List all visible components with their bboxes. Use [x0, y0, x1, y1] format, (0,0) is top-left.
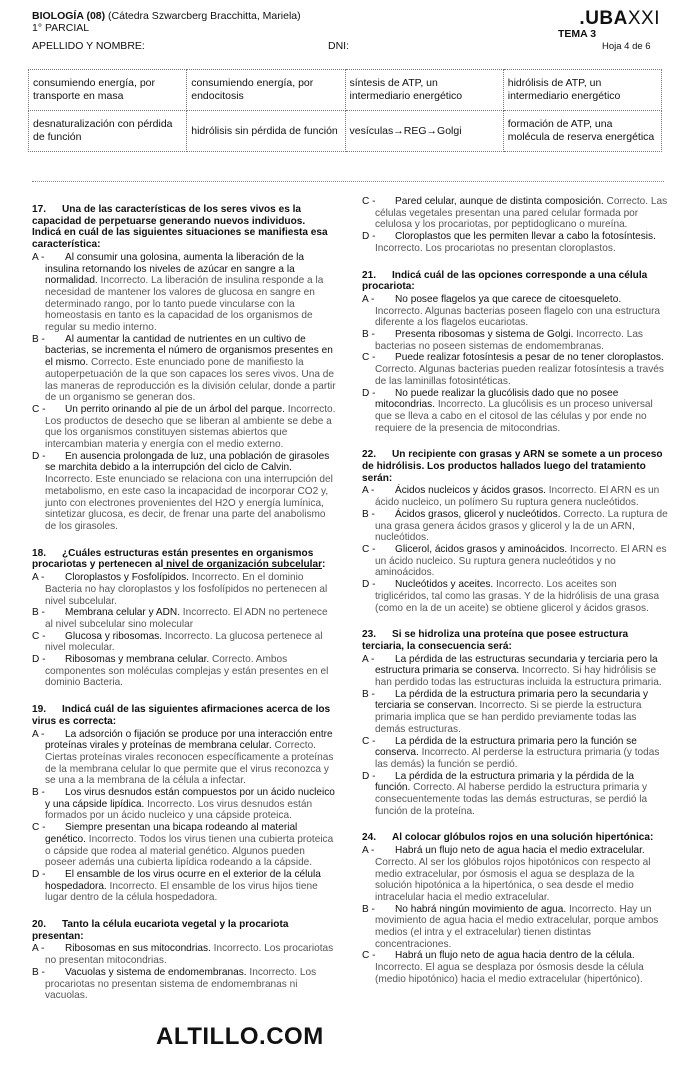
question-number: 20. — [32, 919, 47, 931]
answer-option — [32, 607, 337, 630]
option-letter: C - — [32, 403, 46, 415]
question-number: 22. — [362, 449, 377, 461]
option-text: Habrá un flujo neto de agua hacia el medio extracelular. — [395, 845, 645, 857]
answer-option — [32, 787, 337, 822]
answer-option — [32, 822, 337, 869]
question-block — [32, 704, 337, 904]
option-text: Cloroplastos que les permiten llevar a cabo la fotosíntesis. — [395, 231, 656, 243]
option-explanation: Incorrecto. Las bacterias no poseen sistemas de endomembranas. — [375, 329, 643, 352]
option-text: Nucleótidos y aceites. — [395, 579, 494, 591]
course-name: BIOLOGÍA (08) — [32, 10, 106, 22]
option-letter: A - — [32, 251, 45, 263]
answer-option — [32, 729, 337, 788]
question-block — [362, 629, 668, 817]
option-text: Presenta ribosomas y sistema de Golgi. — [395, 329, 574, 341]
answer-option — [362, 579, 668, 614]
option-text: La pérdida de la estructura primaria pero la secundaria y terciaria se conservan. — [375, 688, 649, 712]
answer-option — [362, 654, 668, 689]
table-cell: síntesis de ATP, un intermediario energético — [345, 70, 503, 111]
answer-option — [32, 451, 337, 533]
option-text: Pared celular, aunque de distinta composición. — [395, 196, 604, 207]
answer-option — [32, 967, 337, 1002]
question-text — [32, 919, 337, 942]
question-block — [32, 919, 337, 1002]
option-explanation: Incorrecto. El ensamble de los virus hijos tiene lugar dentro de la célula hospedadora. — [45, 880, 318, 904]
answer-option — [32, 943, 337, 966]
option-explanation: Correcto. Ambos componentes son moléculas complejas y están presentes en el dominio Bacteria. — [45, 654, 329, 689]
option-explanation: Incorrecto. Los aceites son triglicéridos, tal como las grasas. Y de la hidrólisis de una grasa (como en la de un aceite) se obtiene glicerol y ácidos grasos. — [375, 579, 660, 614]
option-letter: A - — [32, 943, 45, 955]
question-text — [362, 270, 668, 293]
option-letter: B - — [32, 333, 45, 345]
question-number: 23. — [362, 629, 377, 641]
tema-label: TEMA 3 — [558, 28, 597, 40]
option-text: Ácidos nucleicos y ácidos grasos. — [395, 485, 546, 497]
answer-option — [362, 689, 668, 736]
option-explanation: Incorrecto. Los virus desnudos están formados por un ácido nucleico y una cápside proteica. — [45, 798, 313, 822]
question-number: 17. — [32, 204, 47, 215]
question-number: 24. — [362, 832, 377, 844]
option-text: Glicerol, ácidos grasos y aminoácidos. — [395, 543, 568, 555]
question-text — [362, 449, 668, 484]
right-column — [362, 196, 668, 1001]
answer-table — [28, 69, 662, 152]
option-text: En ausencia prolongada de luz, una población de girasoles se marchita debido a la interrupción del ciclo de Calvin. — [45, 450, 330, 474]
option-letter: C - — [362, 543, 376, 555]
answer-option — [32, 572, 337, 607]
option-letter: C - — [362, 735, 376, 747]
option-letter: D - — [32, 654, 46, 666]
question-stem-end: : — [322, 559, 326, 571]
option-letter: C - — [362, 352, 376, 364]
table-cell: desnaturalización con pérdida de función — [29, 111, 187, 152]
option-text: Vacuolas y sistema de endomembranas. — [65, 966, 247, 978]
question-number: 19. — [32, 704, 47, 716]
answer-option — [362, 736, 668, 771]
option-text: No habrá ningún movimiento de agua. — [395, 903, 567, 915]
option-letter: B - — [362, 903, 375, 915]
question-stem: Al colocar glóbulos rojos en una solución hipertónica: — [392, 832, 654, 844]
answer-option — [362, 352, 668, 387]
option-explanation: Incorrecto. El agua se desplaza por ósmosis desde la célula (medio hipotónico) hacia el medio extracelular (hipertónico). — [375, 962, 644, 985]
table-cell: hidrólisis de ATP, un intermediario energético — [503, 70, 661, 111]
question-number: 21. — [362, 269, 377, 281]
table-cell: vesículas→REG→Golgi — [345, 111, 503, 152]
question-block — [362, 196, 668, 255]
option-explanation: Incorrecto. Todos los virus tienen una cubierta proteica o cápside que rodea al material genético. Algunos pueden poseer además una cubierta lipídica rodeando a la cápside. — [45, 833, 334, 869]
option-letter: C - — [362, 950, 376, 962]
option-text: La pérdida de las estructuras secundaria y terciaria pero la estructura primaria se conserva. — [375, 653, 658, 677]
name-field-label: APELLIDO Y NOMBRE: — [32, 40, 145, 52]
option-letter: B - — [32, 607, 45, 619]
table-cell: consumiendo energía, por endocitosis — [187, 70, 345, 111]
option-explanation: Incorrecto. Los procariotas no presentan mitocondrias. — [45, 943, 334, 967]
table-cell: hidrólisis sin pérdida de función — [187, 111, 345, 152]
option-letter: A - — [362, 293, 375, 305]
option-letter: B - — [32, 966, 45, 978]
option-explanation: Correcto. La ruptura de una grasa genera ácidos grasos y glicerol y la de un ARN, nucleótidos. — [375, 508, 668, 544]
option-letter: A - — [32, 572, 45, 584]
option-explanation: Incorrecto. El ADN no pertenece al nivel subcelular sino molecular — [45, 607, 328, 630]
option-text: Ácidos grasos, glicerol y nucleótidos. — [395, 508, 561, 520]
option-letter: B - — [362, 508, 375, 520]
question-text — [32, 548, 337, 571]
table-cell: formación de ATP, una molécula de reserva energética — [503, 111, 661, 152]
option-text: Puede realizar fotosíntesis a pesar de no tener cloroplastos. — [395, 352, 664, 364]
option-letter: D - — [362, 770, 376, 782]
option-text: El ensamble de los virus ocurre en el exterior de la célula hospedadora. — [45, 868, 321, 892]
option-letter: B - — [362, 329, 375, 341]
exam-label: 1° PARCIAL — [32, 22, 90, 34]
option-text: Habrá un flujo neto de agua hacia dentro de la célula. — [395, 950, 635, 962]
option-letter: D - — [362, 231, 376, 243]
answer-option — [362, 294, 668, 329]
option-text: La pérdida de la estructura primaria y la pérdida de la función. — [375, 770, 635, 794]
question-stem: Tanto la célula eucariota vegetal y la procariota presentan: — [32, 919, 289, 942]
option-letter: D - — [362, 387, 376, 399]
uba-logo: .UBAXXI — [579, 8, 660, 29]
option-explanation: Incorrecto. El ARN es un ácido nucleico. Su ruptura genera nucleótidos y no aminoácidos. — [375, 543, 667, 579]
question-text — [32, 704, 337, 727]
option-explanation: Incorrecto. Si hay hidrólisis se han perdido todas las estructuras incluida la estructura primaria. — [375, 665, 662, 689]
answer-option — [32, 654, 337, 689]
page-number: Hoja 4 de 6 — [602, 41, 651, 52]
answer-option — [32, 252, 337, 334]
option-explanation: Correcto. Al ser los glóbulos rojos hipotónicos con respecto al medio extracelular, por ósmosis el agua se desplaza de la solución hipotónica a la hipertónica, o sea desde el medio intracelular hacia el medio extracelular. — [375, 856, 651, 903]
option-explanation: Incorrecto. Los productos de desecho que se liberan al ambiente se debe a que los organismos constituyen sistemas abiertos que intercambian materia y energía con el medio externo. — [45, 403, 336, 451]
option-text: Cloroplastos y Fosfolípidos. — [65, 572, 189, 584]
option-explanation: Incorrecto. Este enunciado se relaciona con una interrupción del metabolismo, en este caso la incapacidad de incorporar CO2 y, junto con electrones provenientes del H2O y energía lumínica, sintetizar glucosa, es decir, de frenar una parte del anabolismo de los girasoles. — [45, 474, 333, 532]
answer-option — [362, 544, 668, 579]
option-explanation: Correcto. Ciertas proteínas virales reconocen específicamente a proteínas de la membrana celular lo que permite que el virus reconozca y se una a la membrana de la célula a infectar. — [45, 740, 334, 787]
option-text: Los virus desnudos están compuestos por un ácido nucleico y una cápside lipídica. — [45, 787, 335, 810]
table-cell: consumiendo energía, por transporte en masa — [29, 70, 187, 111]
answer-option — [362, 509, 668, 544]
question-text — [362, 629, 668, 652]
option-letter: B - — [362, 688, 375, 700]
option-letter: A - — [362, 653, 375, 665]
option-letter: A - — [362, 845, 375, 857]
question-stem-underlined: nivel de organización subcelular — [163, 559, 323, 571]
option-explanation: Incorrecto. Algunas bacterias poseen flagelo con una estructura diferente a los flagelos eucariotas. — [375, 305, 661, 329]
question-stem: ¿Cuáles estructuras están presentes en organismos procariotas y pertenecen al — [32, 547, 314, 571]
option-text: Membrana celular y ADN. — [65, 607, 180, 619]
question-text — [362, 832, 668, 844]
option-text: La pérdida de la estructura primaria pero la función se conserva. — [375, 735, 637, 759]
option-text: No puede realizar la glucólisis dado que no posee mitocondrias. — [375, 387, 619, 411]
question-block — [362, 832, 668, 985]
option-explanation: Incorrecto. La liberación de insulina responde a la necesidad de mantener los valores de glucosa en sangre en determinado rango, por lo tanto puede vincularse con la homeostasis en tanto es la capacidad de los organismos de regular su medio interno. — [45, 275, 324, 334]
answer-option — [362, 904, 668, 951]
option-explanation: Correcto. Las células vegetales presentan una pared celular formada por celulosa y los procariotas, por peptidoglicano o mureína. — [375, 196, 668, 231]
question-block — [362, 449, 668, 614]
option-letter: C - — [362, 196, 376, 207]
answer-option — [32, 869, 337, 904]
option-letter: C - — [32, 822, 46, 834]
option-letter: A - — [362, 485, 375, 497]
option-text: Al aumentar la cantidad de nutrientes en un cultivo de bacterias, se incrementa el número de organismos presentes en el mismo. — [45, 333, 333, 369]
dni-field-label: DNI: — [328, 40, 349, 52]
option-letter: D - — [362, 579, 376, 591]
question-stem: Una de las características de los seres vivos es la capacidad de perpetuarse generando nuevos individuos. Indicá en cuál de las siguientes situaciones se manifiesta esa característica: — [32, 204, 328, 251]
question-stem: Si se hidroliza una proteína que posee estructura terciaria, la consecuencia será: — [362, 629, 629, 652]
answer-option — [362, 950, 668, 985]
answer-option — [362, 771, 668, 818]
question-stem: Un recipiente con grasas y ARN se somete a un proceso de hidrólisis. Los productos hallados luego del tratamiento serán: — [362, 449, 663, 484]
option-explanation: Incorrecto. Hay un movimiento de agua hacia el medio extracelular, porque ambos medios (el intra y el extracelular) tienen distintas concentraciones. — [375, 903, 659, 950]
question-text — [32, 204, 337, 251]
option-text: Un perrito orinando al pie de un árbol del parque. — [65, 403, 285, 415]
answer-option — [32, 631, 337, 654]
option-explanation: Incorrecto. Los procariotas no presentan sistema de endomembranas ni vacuolas. — [45, 966, 317, 1002]
option-letter: D - — [32, 868, 46, 880]
answer-option — [362, 845, 668, 904]
option-letter: A - — [32, 728, 45, 740]
option-letter: B - — [32, 787, 45, 799]
answer-option — [32, 404, 337, 451]
option-explanation: Incorrecto. La glucólisis es un proceso universal que se lleva a cabo en el citosol de las células y por ende no requiere de la presencia de mitocondrias. — [375, 399, 653, 434]
option-text: Al consumir una golosina, aumenta la liberación de la insulina retornando los niveles de azúcar en sangre a la normalidad. — [45, 251, 305, 287]
option-explanation: Incorrecto. La glucosa pertenece al nivel molecular. — [45, 630, 323, 654]
table-row — [29, 111, 662, 152]
question-stem: Indicá cuál de las siguientes afirmaciones acerca de los virus es correcta: — [32, 704, 331, 727]
option-explanation: Correcto. Al haberse perdido la estructura primaria y consecuentemente todas las demás estructuras, se perdió la función de la proteína. — [375, 782, 648, 817]
option-text: Ribosomas en sus mitocondrias. — [65, 943, 211, 955]
answer-option — [362, 329, 668, 352]
course-chair: (Cátedra Szwarcberg Bracchitta, Mariela) — [105, 10, 301, 22]
question-block — [32, 548, 337, 689]
answer-option — [32, 334, 337, 404]
header-course — [32, 10, 301, 34]
option-letter: C - — [32, 630, 46, 642]
option-text: No posee flagelos ya que carece de citoesqueleto. — [395, 293, 622, 305]
option-explanation: Incorrecto. El ARN es un ácido nucleico, un polímero Su ruptura genera nucleótidos. — [375, 485, 660, 509]
option-explanation: Correcto. Este enunciado pone de manifiesto la autoperpetuación de la que son capaces los seres vivos. Una de las maneras de reproducción es la división celular, donde a partir de un organismo se generan dos. — [45, 357, 336, 404]
table-row — [29, 70, 662, 111]
option-text: Glucosa y ribosomas. — [65, 630, 163, 642]
question-block — [32, 204, 337, 533]
question-stem: Indicá cuál de las opciones corresponde a una célula procariota: — [362, 269, 648, 293]
option-text: La adsorción o fijación se produce por una interacción entre proteínas virales y proteínas de membrana celular. — [45, 728, 333, 752]
question-number: 18. — [32, 547, 47, 559]
answer-option — [362, 196, 668, 231]
question-block — [362, 270, 668, 435]
left-column — [32, 204, 337, 1017]
option-explanation: Incorrecto. Al perderse la estructura primaria (y todas las demás) la función se perdió. — [375, 747, 660, 770]
option-explanation: Incorrecto. Los procariotas no presentan cloroplastos. — [375, 242, 616, 254]
answer-option — [362, 231, 668, 254]
option-explanation: Incorrecto. Si se pierde la estructura primaria implica que se han perdido previamente todas las demás estructuras. — [375, 700, 642, 735]
option-explanation: Incorrecto. En el dominio Bacteria no hay cloroplastos y los fosfolípidos no pertenecen al nivel subcelular. — [45, 572, 328, 607]
option-explanation: Correcto. Algunas bacterias pueden realizar fotosíntesis a través de las laminillas fotosintéticas. — [375, 364, 664, 387]
answer-option — [362, 388, 668, 435]
option-letter: D - — [32, 450, 46, 462]
footer-watermark: ALTILLO.COM — [156, 1023, 324, 1050]
option-text: Siempre presentan una bicapa rodeando al material genético. — [45, 822, 298, 845]
option-text: Ribosomas y membrana celular. — [65, 654, 210, 666]
dotted-divider — [32, 181, 664, 182]
answer-option — [362, 485, 668, 508]
